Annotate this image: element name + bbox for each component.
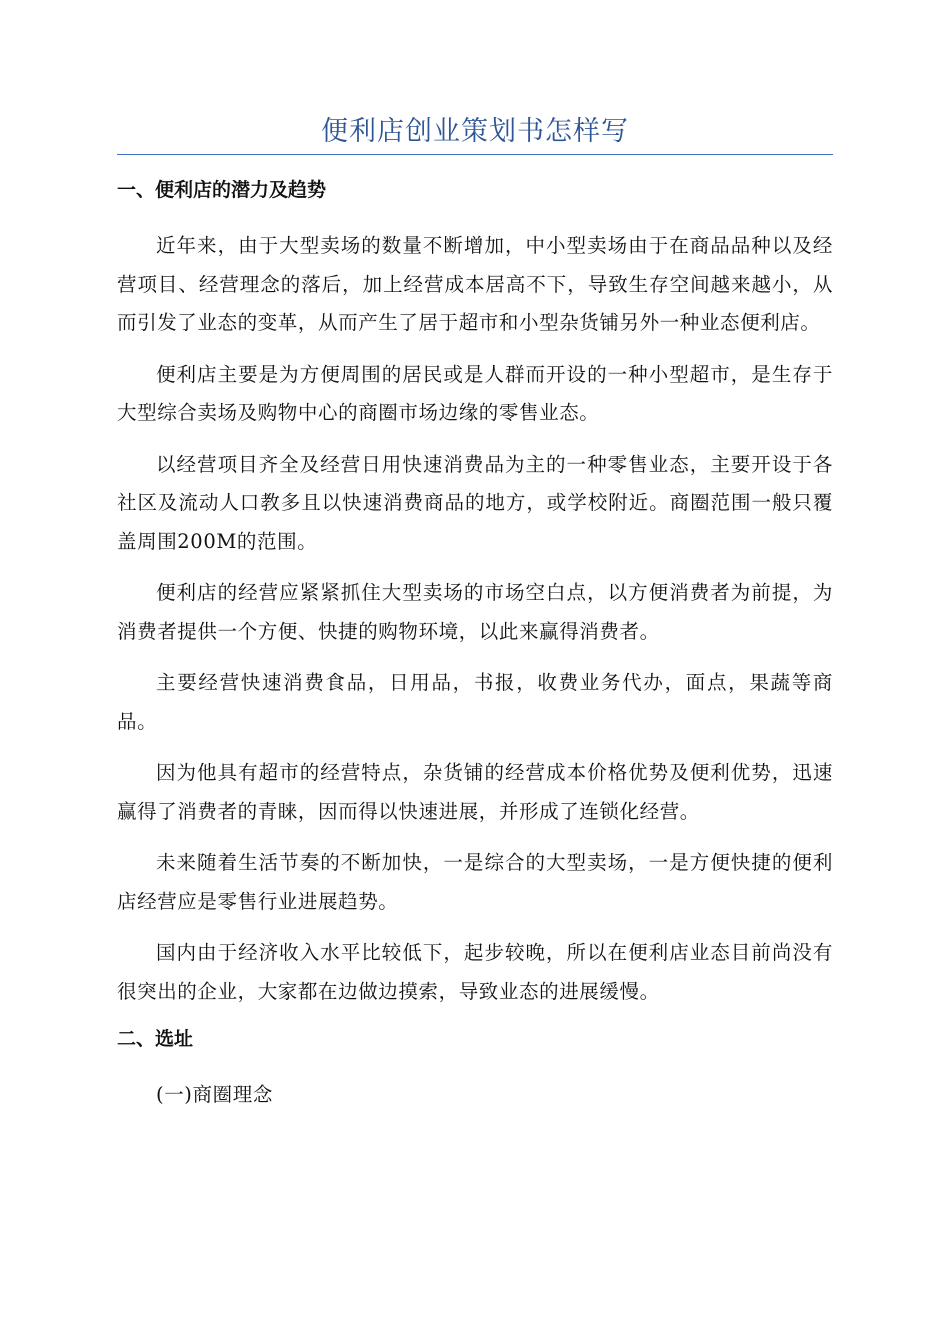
sub-heading-trade-area: (一)商圈理念 <box>156 1083 273 1106</box>
paragraph: 国内由于经济收入水平比较低下，起步较晚，所以在便利店业态目前尚没有很突出的企业，大家都在边做边摸索，导致业态的进展缓慢。 <box>117 941 833 1003</box>
paragraph: 便利店的经营应紧紧抓住大型卖场的市场空白点，以方便消费者为前提，为消费者提供一个方便、快捷的购物环境，以此来赢得消费者。 <box>117 581 833 643</box>
paragraph: 以经营项目齐全及经营日用快速消费品为主的一种零售业态，主要开设于各社区及流动人口教多且以快速消费商品的地方，或学校附近。商圈范围一般只覆盖周围200M的范围。 <box>117 452 833 553</box>
section-potential-trend <box>117 175 833 1011</box>
document-page <box>117 110 833 1114</box>
section-site-selection <box>117 1024 833 1114</box>
section-heading-2: 二、选址 <box>117 1028 194 1050</box>
paragraph: 因为他具有超市的经营特点，杂货铺的经营成本价格优势及便利优势，迅速赢得了消费者的青睐，因而得以快速进展，并形成了连锁化经营。 <box>117 761 833 823</box>
section-heading-1: 一、便利店的潜力及趋势 <box>117 179 327 201</box>
title-underline <box>117 154 833 155</box>
paragraph: 主要经营快速消费食品，日用品，书报，收费业务代办，面点，果蔬等商品。 <box>117 671 833 733</box>
paragraph: 近年来，由于大型卖场的数量不断增加，中小型卖场由于在商品品种以及经营项目、经营理念的落后，加上经营成本居高不下，导致生存空间越来越小，从而引发了业态的变革，从而产生了居于超市和小型杂货铺另外一种业态便利店。 <box>117 234 833 334</box>
paragraph: 未来随着生活节奏的不断加快，一是综合的大型卖场，一是方便快捷的便利店经营应是零售行业进展趋势。 <box>117 851 833 913</box>
document-title: 便利店创业策划书怎样写 <box>321 116 629 147</box>
paragraph: 便利店主要是为方便周围的居民或是人群而开设的一种小型超市，是生存于大型综合卖场及购物中心的商圈市场边缘的零售业态。 <box>117 362 833 424</box>
